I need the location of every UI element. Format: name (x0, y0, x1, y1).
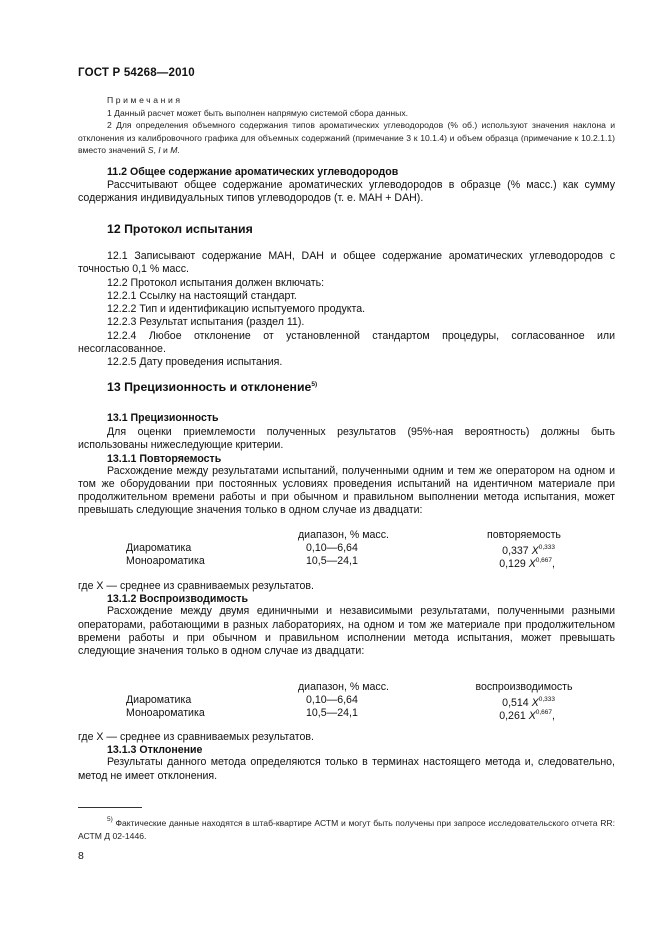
page-number: 8 (78, 850, 84, 862)
table-header-row (78, 529, 615, 542)
row-exp: 0,333 (538, 695, 555, 703)
item-12-1: 12.1 Записывают содержание МАН, DAH и общее содержание ароматических углеводородов с точностью 0,1 % масс. (78, 250, 615, 276)
repeatability-where: где X — среднее из сравниваемых результатов. (78, 580, 314, 592)
var-i: I (158, 145, 161, 156)
item-12-2-3: 12.2.3 Результат испытания (раздел 11). (107, 316, 305, 329)
row-value (473, 707, 555, 723)
item-12-2-1: 12.2.1 Ссылку на настоящий стандарт. (107, 289, 297, 302)
row-value (473, 555, 555, 571)
section-13-title (78, 380, 615, 394)
row-tail: , (552, 709, 555, 722)
row-var: X (528, 557, 536, 570)
row-name: Моноароматика (126, 706, 205, 719)
row-exp: 0,667 (535, 708, 553, 716)
section-12-items (78, 250, 615, 370)
row-var: X (531, 696, 539, 709)
var-m: M (170, 145, 178, 156)
section-12 (78, 222, 615, 236)
note-2-text: 2 Для определения объемного содержания типов ароматических углеводородов (% об.) используют значения наклона и отклонения из калибровочного графика для объемных содержаний (примечание 3 к 10.1.4) и объем образца (примечание к 10.2.1.1) вместо значений (78, 120, 615, 156)
footnote-mark: 5) (107, 816, 113, 823)
note-1: 1 Данный расчет может быть выполнен напрямую системой сбора данных. (107, 107, 409, 118)
footnote-rule (78, 807, 142, 808)
col-value-header: воспроизводимость (475, 681, 573, 693)
section-11-2 (78, 166, 615, 206)
col-range-header: диапазон, % масс. (298, 529, 389, 541)
table-row (78, 555, 615, 568)
item-12-2-2: 12.2.2 Тип и идентификацию испытуемого продукта. (107, 303, 366, 316)
section-13-1 (78, 412, 615, 518)
section-11-2-title: 11.2 Общее содержание ароматических углеводородов (107, 166, 399, 178)
var-s: S (147, 145, 154, 156)
row-range: 0,10—6,64 (306, 693, 358, 706)
section-13-1-3-text: Результаты данного метода определяются только в терминах настоящего метода и, следовательно, метод не имеет отклонения. (78, 756, 615, 782)
row-tail: , (552, 557, 555, 570)
section-11-2-text: Рассчитывают общее содержание ароматических углеводородов в образце (% масс.) как сумму содержания индивидуальных типов углеводородов (т. е. МАН + DAH). (78, 179, 615, 205)
section-13-1-2-text: Расхождение между двумя единичными и независимыми результатами, полученными разными операторами, работающими в разных лабораториях, на одном и том же материале при продолжительном времени работы и при обычном и правильном исполнении метода испытания, может превышать следующие значения только в одном случае из двадцати: (78, 605, 615, 658)
table-row (78, 542, 615, 555)
col-value-header: повторяемость (487, 529, 561, 541)
section-13-1-2-title: 13.1.2 Воспроизводимость (107, 593, 248, 606)
row-coef: 0,337 (502, 544, 529, 557)
reproducibility-table (78, 681, 615, 722)
row-var: X (528, 709, 536, 722)
footnote (78, 814, 615, 842)
row-coef: 0,514 (502, 696, 529, 709)
repeatability-table (78, 529, 615, 570)
footnote-body: Фактические данные находятся в штаб-квартире АСТМ и могут быть получены при запросе исследовательского отчета RR: АСТМ Д 02-1446. (78, 818, 616, 841)
item-12-2-5: 12.2.5 Дату проведения испытания. (107, 356, 283, 369)
note-2-sep2: и (160, 145, 171, 156)
row-var: X (531, 544, 539, 557)
note-2 (78, 119, 615, 157)
section-13-1-text: Для оценки приемлемости полученных результатов (95%-ная вероятность) должны быть использованы нижеследующие критерии. (78, 426, 615, 452)
note-2-end: . (177, 145, 180, 156)
row-name: Моноароматика (126, 554, 205, 567)
row-range: 10,5—24,1 (306, 706, 358, 719)
section-13-1-2 (78, 580, 615, 658)
table-header-row (78, 681, 615, 694)
section-13-1-1-title: 13.1.1 Повторяемость (107, 452, 222, 465)
row-name: Диароматика (126, 541, 192, 554)
section-13-1-3-title: 13.1.3 Отклонение (107, 744, 203, 757)
row-exp: 0,667 (535, 556, 553, 564)
row-range: 0,10—6,64 (306, 541, 358, 554)
col-range-header: диапазон, % масс. (298, 681, 389, 693)
section-13-1-title: 13.1 Прецизионность (107, 412, 219, 424)
row-coef: 0,129 (499, 557, 526, 570)
item-12-2: 12.2 Протокол испытания должен включать: (107, 276, 325, 289)
note-2-sep1: , (153, 145, 159, 156)
item-12-2-4: 12.2.4 Любое отклонение от установленной стандартом процедуры, согласованное или несогласованное. (78, 329, 615, 356)
row-exp: 0,333 (538, 543, 555, 551)
section-12-title: 12 Протокол испытания (107, 222, 253, 236)
section-13-1-3 (78, 731, 615, 783)
footnote-ref: 5) (311, 381, 318, 388)
row-name: Диароматика (126, 693, 192, 706)
notes-caption: Примечания (107, 95, 183, 105)
table-row (78, 707, 615, 720)
row-range: 10,5—24,1 (306, 554, 358, 567)
reproducibility-where: где X — среднее из сравниваемых результатов. (78, 731, 314, 743)
section-13 (78, 380, 615, 394)
section-13-1-1-text: Расхождение между результатами испытаний, полученными одним и тем же оператором на одном и том же оборудовании при постоянных условиях проведения испытаний на идентичном материале при продолжительном времени работы и при обычном и правильном выполнении метода испытания, может превышать следующие значения только в одном случае из двадцати: (78, 464, 615, 517)
standard-header: ГОСТ Р 54268—2010 (78, 67, 195, 79)
section-13-title-text: 13 Прецизионность и отклонение (107, 380, 312, 394)
notes-block (78, 94, 615, 157)
footnote-text (78, 814, 615, 842)
row-coef: 0,261 (499, 709, 526, 722)
table-row (78, 694, 615, 707)
